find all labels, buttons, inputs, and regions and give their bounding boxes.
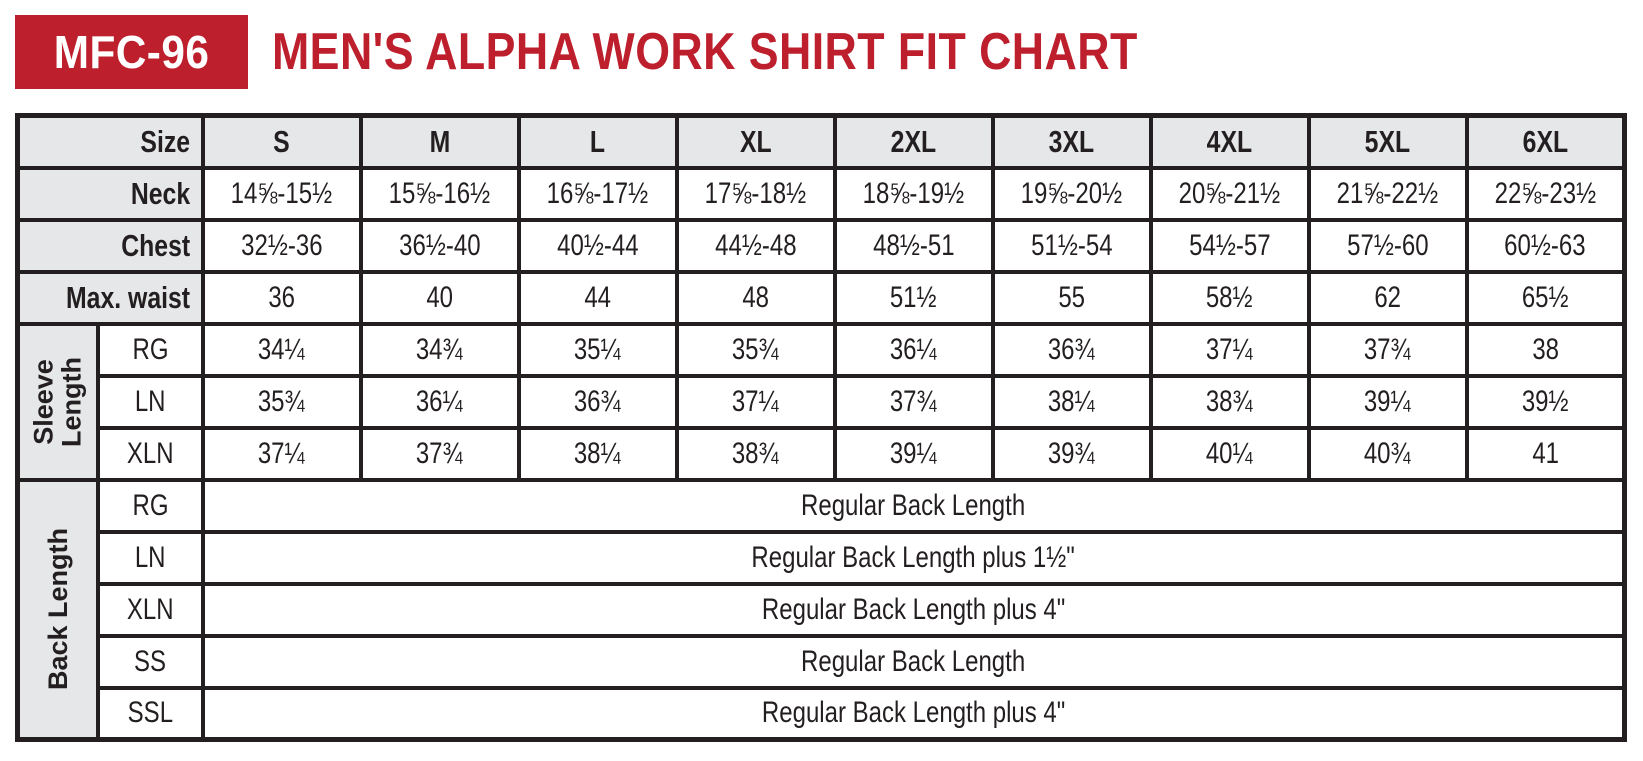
- back-ln-description-cell: [203, 532, 1625, 584]
- max-waist-value-cell: [835, 272, 993, 324]
- cell-text: 62: [1374, 280, 1401, 314]
- cell-text: 40: [426, 280, 453, 314]
- back-ss-row: [18, 636, 1625, 688]
- size-label: M: [429, 123, 450, 159]
- page-title-text: MEN'S ALPHA WORK SHIRT FIT CHART: [272, 23, 1138, 81]
- variant-label: LN: [134, 384, 166, 418]
- size-col-header-s: [203, 116, 361, 168]
- sleeve-variant-cell: [98, 324, 203, 376]
- max-waist-label-cell: [18, 272, 203, 324]
- chest-value-cell: [203, 220, 361, 272]
- sleeve-rg-value-cell: [835, 324, 993, 376]
- cell-text: 36¼: [890, 332, 937, 366]
- neck-value-cell: [1467, 168, 1625, 220]
- neck-value-cell: [203, 168, 361, 220]
- cell-text: 58½: [1206, 280, 1253, 314]
- back-rg-row: [18, 480, 1625, 532]
- cell-text: Regular Back Length: [801, 488, 1026, 522]
- cell-text: 36¾: [574, 384, 621, 418]
- cell-text: 39½: [1521, 384, 1569, 418]
- cell-text: 38¼: [574, 436, 621, 470]
- cell-text: 38¾: [732, 436, 779, 470]
- chest-label-cell: [18, 220, 203, 272]
- back-length-group-cell: [18, 480, 98, 740]
- cell-text: 22⅝-23½: [1494, 176, 1596, 210]
- cell-text: 48½-51: [872, 228, 955, 262]
- variant-label: SS: [133, 644, 167, 678]
- sleeve-rg-row: [18, 324, 1625, 376]
- cell-text: 32½-36: [240, 228, 323, 262]
- cell-text: 36¼: [416, 384, 463, 418]
- chest-value-cell: [993, 220, 1151, 272]
- back-ln-row: [18, 532, 1625, 584]
- variant-label: SSL: [127, 696, 173, 730]
- sleeve-ln-value-cell: [993, 376, 1151, 428]
- sleeve-xln-value-cell: [677, 428, 835, 480]
- size-col-header-m: [361, 116, 519, 168]
- cell-text: Regular Back Length plus 4": [761, 592, 1065, 626]
- cell-text: 18⅝-19½: [862, 176, 965, 210]
- product-code-text: MFC-96: [53, 26, 210, 78]
- sleeve-xln-value-cell: [1309, 428, 1467, 480]
- back-variant-cell: [98, 584, 203, 636]
- neck-value-cell: [993, 168, 1151, 220]
- chest-value-cell: [835, 220, 993, 272]
- size-col-header-xl: [677, 116, 835, 168]
- sleeve-ln-value-cell: [203, 376, 361, 428]
- cell-text: 20⅝-21½: [1178, 176, 1281, 210]
- sleeve-ln-value-cell: [1309, 376, 1467, 428]
- sleeve-xln-value-cell: [993, 428, 1151, 480]
- cell-text: 21⅝-22½: [1336, 176, 1439, 210]
- sleeve-rg-value-cell: [1467, 324, 1625, 376]
- chest-value-cell: [677, 220, 835, 272]
- variant-label: RG: [132, 332, 168, 366]
- size-label: 5XL: [1364, 123, 1411, 159]
- chest-label-text: Chest: [121, 227, 191, 263]
- max-waist-value-cell: [203, 272, 361, 324]
- chest-value-cell: [1309, 220, 1467, 272]
- back-rg-description-cell: [203, 480, 1625, 532]
- back-variant-cell: [98, 636, 203, 688]
- cell-text: 35¾: [732, 332, 779, 366]
- sleeve-xln-value-cell: [361, 428, 519, 480]
- sleeve-xln-value-cell: [1467, 428, 1625, 480]
- cell-text: 16⅝-17½: [546, 176, 649, 210]
- cell-text: 44: [584, 280, 611, 314]
- cell-text: 37¾: [890, 384, 937, 418]
- size-corner-text: Size: [140, 123, 191, 159]
- neck-row: [18, 168, 1625, 220]
- cell-text: 37¼: [732, 384, 779, 418]
- sleeve-xln-value-cell: [519, 428, 677, 480]
- cell-text: 51½-54: [1030, 228, 1113, 262]
- back-xln-description-cell: [203, 584, 1625, 636]
- cell-text: 38¼: [1048, 384, 1095, 418]
- cell-text: Regular Back Length plus 4": [761, 696, 1065, 730]
- cell-text: 37¾: [416, 436, 463, 470]
- neck-value-cell: [835, 168, 993, 220]
- neck-value-cell: [1151, 168, 1309, 220]
- sleeve-ln-value-cell: [677, 376, 835, 428]
- neck-label-cell: [18, 168, 203, 220]
- sleeve-ln-value-cell: [1467, 376, 1625, 428]
- size-label: XL: [739, 123, 772, 159]
- size-col-header-l: [519, 116, 677, 168]
- chest-value-cell: [1467, 220, 1625, 272]
- cell-text: 35¾: [258, 384, 305, 418]
- max-waist-row: [18, 272, 1625, 324]
- cell-text: 65½: [1521, 280, 1569, 314]
- chest-value-cell: [519, 220, 677, 272]
- sleeve-rg-value-cell: [1151, 324, 1309, 376]
- neck-value-cell: [361, 168, 519, 220]
- size-label: 4XL: [1206, 123, 1253, 159]
- size-col-header-4xl: [1151, 116, 1309, 168]
- cell-text: 36½-40: [398, 228, 481, 262]
- cell-text: 37¾: [1364, 332, 1411, 366]
- size-col-header-2xl: [835, 116, 993, 168]
- sleeve-rg-value-cell: [1309, 324, 1467, 376]
- sleeve-variant-cell: [98, 428, 203, 480]
- chest-value-cell: [1151, 220, 1309, 272]
- size-label: 3XL: [1048, 123, 1095, 159]
- cell-text: 38: [1531, 332, 1559, 366]
- sleeve-ln-value-cell: [1151, 376, 1309, 428]
- cell-text: 40¾: [1364, 436, 1411, 470]
- variant-label: LN: [134, 540, 166, 574]
- size-label: S: [273, 123, 290, 159]
- cell-text: 36¾: [1048, 332, 1095, 366]
- cell-text: 15⅝-16½: [388, 176, 491, 210]
- sleeve-length-group-label: Sleeve Length: [28, 356, 87, 447]
- max-waist-value-cell: [993, 272, 1151, 324]
- sleeve-xln-row: [18, 428, 1625, 480]
- back-xln-row: [18, 584, 1625, 636]
- sleeve-ln-value-cell: [519, 376, 677, 428]
- max-waist-value-cell: [1467, 272, 1625, 324]
- size-header-row: [18, 116, 1625, 168]
- cell-text: 38¾: [1206, 384, 1253, 418]
- max-waist-value-cell: [677, 272, 835, 324]
- size-label: L: [589, 123, 606, 159]
- back-ssl-row: [18, 688, 1625, 740]
- sleeve-ln-row: [18, 376, 1625, 428]
- cell-text: 44½-48: [714, 228, 797, 262]
- sleeve-ln-value-cell: [835, 376, 993, 428]
- size-label: 2XL: [890, 123, 937, 159]
- back-ssl-description-cell: [203, 688, 1625, 740]
- cell-text: 36: [268, 280, 295, 314]
- cell-text: 41: [1531, 436, 1559, 470]
- sleeve-rg-value-cell: [361, 324, 519, 376]
- cell-text: 34¼: [258, 332, 305, 366]
- size-corner-cell: [18, 116, 203, 168]
- sleeve-ln-value-cell: [361, 376, 519, 428]
- max-waist-value-cell: [519, 272, 677, 324]
- back-variant-cell: [98, 480, 203, 532]
- cell-text: 37¼: [258, 436, 305, 470]
- cell-text: Regular Back Length plus 1½": [751, 540, 1075, 574]
- cell-text: 57½-60: [1346, 228, 1429, 262]
- cell-text: 40½-44: [556, 228, 639, 262]
- back-variant-cell: [98, 532, 203, 584]
- cell-text: Regular Back Length: [801, 644, 1026, 678]
- max-waist-label-text: Max. waist: [66, 279, 191, 315]
- sleeve-rg-value-cell: [519, 324, 677, 376]
- variant-label: XLN: [126, 436, 174, 470]
- neck-value-cell: [677, 168, 835, 220]
- back-length-group-label: Back Length: [42, 528, 73, 691]
- neck-label-text: Neck: [131, 175, 191, 211]
- page-title: [272, 22, 1279, 82]
- sleeve-rg-value-cell: [203, 324, 361, 376]
- cell-text: 54½-57: [1188, 228, 1271, 262]
- neck-value-cell: [1309, 168, 1467, 220]
- size-col-header-5xl: [1309, 116, 1467, 168]
- sleeve-xln-value-cell: [203, 428, 361, 480]
- size-col-header-6xl: [1467, 116, 1625, 168]
- cell-text: 39¼: [890, 436, 937, 470]
- product-code-badge: [15, 15, 248, 89]
- cell-text: 37¼: [1206, 332, 1253, 366]
- neck-value-cell: [519, 168, 677, 220]
- sleeve-xln-value-cell: [1151, 428, 1309, 480]
- chest-value-cell: [361, 220, 519, 272]
- cell-text: 40¼: [1206, 436, 1253, 470]
- max-waist-value-cell: [361, 272, 519, 324]
- sleeve-rg-value-cell: [993, 324, 1151, 376]
- cell-text: 60½-63: [1504, 228, 1586, 262]
- chest-row: [18, 220, 1625, 272]
- cell-text: 34¾: [416, 332, 463, 366]
- cell-text: 48: [742, 280, 769, 314]
- cell-text: 55: [1058, 280, 1085, 314]
- back-variant-cell: [98, 688, 203, 740]
- sleeve-length-group-cell: [18, 324, 98, 480]
- sleeve-rg-value-cell: [677, 324, 835, 376]
- page-header: [15, 15, 1279, 89]
- cell-text: 39¾: [1048, 436, 1095, 470]
- cell-text: 51½: [890, 280, 937, 314]
- max-waist-value-cell: [1151, 272, 1309, 324]
- cell-text: 14⅝-15½: [230, 176, 333, 210]
- fit-chart-table: [15, 113, 1627, 742]
- variant-label: XLN: [126, 592, 174, 626]
- size-col-header-3xl: [993, 116, 1151, 168]
- size-label: 6XL: [1522, 123, 1568, 159]
- cell-text: 39¼: [1364, 384, 1411, 418]
- sleeve-xln-value-cell: [835, 428, 993, 480]
- sleeve-variant-cell: [98, 376, 203, 428]
- max-waist-value-cell: [1309, 272, 1467, 324]
- cell-text: 17⅝-18½: [704, 176, 807, 210]
- cell-text: 19⅝-20½: [1020, 176, 1123, 210]
- back-ss-description-cell: [203, 636, 1625, 688]
- variant-label: RG: [132, 488, 168, 522]
- cell-text: 35¼: [574, 332, 621, 366]
